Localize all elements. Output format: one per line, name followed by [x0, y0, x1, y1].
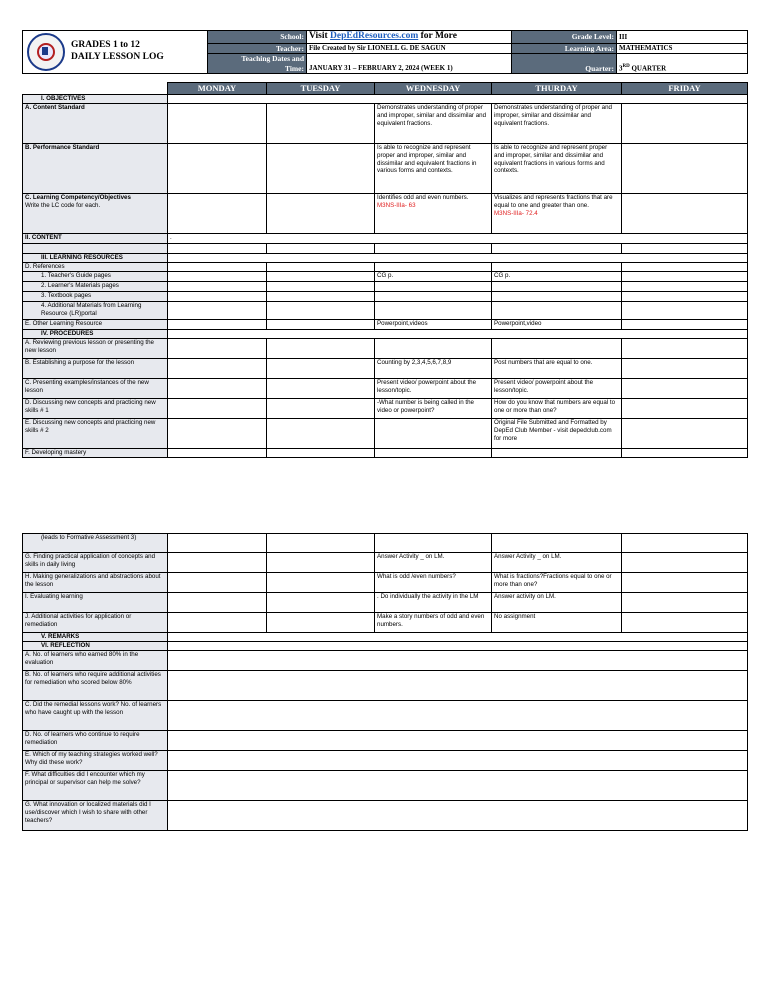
cell-thurday: Answer activity on LM. [492, 593, 622, 613]
cell-wednesday: Present video/ powerpoint about the lesson/topic. [375, 379, 492, 399]
cell-monday [168, 613, 267, 633]
cell-tuesday [267, 320, 375, 330]
merged-cell [168, 701, 748, 731]
cell-thurday [492, 339, 622, 359]
cell-friday [622, 399, 748, 419]
cell-wednesday: CG p. [375, 272, 492, 282]
cell-tuesday [267, 302, 375, 320]
area-label: Learning Area: [512, 43, 617, 53]
cell-monday [168, 449, 267, 458]
row-label: (leads to Formative Assessment 3) [23, 534, 168, 553]
table-row [23, 359, 748, 379]
cell-tuesday [267, 272, 375, 282]
table-row [23, 234, 748, 244]
row-label: A. No. of learners who earned 80% in the evaluation [23, 651, 168, 671]
cell-monday [168, 320, 267, 330]
row-label: C. Presenting examples/instances of the new lesson [23, 379, 168, 399]
day-header-row [23, 83, 748, 95]
cell-friday [622, 613, 748, 633]
lesson-log-page-2 [22, 533, 747, 831]
cell-monday [168, 419, 267, 449]
day-tuesday: TUESDAY [267, 83, 375, 95]
table-row [23, 339, 748, 359]
table-row [23, 144, 748, 194]
row-label: H. Making generalizations and abstractions about the lesson [23, 573, 168, 593]
merged-cell [168, 751, 748, 771]
row-label: C. Learning Competency/Objectives Write the LC code for each. [23, 194, 168, 234]
table-row [23, 671, 748, 701]
cell-monday [168, 399, 267, 419]
cell-friday [622, 339, 748, 359]
cell-friday [622, 144, 748, 194]
quarter-label: Quarter: [512, 54, 617, 74]
cell-friday [622, 320, 748, 330]
cell-wednesday: Demonstrates understanding of proper and improper, similar and dissimilar and equivalent fractions. [375, 104, 492, 144]
cell-tuesday [267, 359, 375, 379]
cell-wednesday [375, 302, 492, 320]
school-link[interactable]: DepEdResources.com [330, 31, 419, 41]
cell-wednesday: -What number is being called in the video or powerpoint? [375, 399, 492, 419]
dates-label: Teaching Dates and Time: [208, 54, 307, 74]
table-row [23, 701, 748, 731]
cell-monday [168, 244, 267, 254]
cell-wednesday: Counting by 2,3,4,5,6,7,8,9 [375, 359, 492, 379]
table-row [23, 553, 748, 573]
cell-thurday [492, 449, 622, 458]
merged-cell [168, 771, 748, 801]
table-row [23, 379, 748, 399]
lc-code: M3NS-IIIa- 72.4 [494, 209, 538, 217]
cell-friday [622, 419, 748, 449]
table-row [23, 633, 748, 642]
cell-thurday [492, 292, 622, 302]
cell-thurday: Post numbers that are equal to one. [492, 359, 622, 379]
cell-monday [168, 339, 267, 359]
cell-thurday: Present video/ powerpoint about the lesson/topic. [492, 379, 622, 399]
row-label: D. References [23, 263, 168, 272]
cell-wednesday [375, 339, 492, 359]
dates-value: JANUARY 31 – FEBRUARY 2, 2024 (WEEK 1) [307, 54, 512, 74]
cell-wednesday: Identifies odd and even numbers. M3NS-IIIa- 63 [375, 194, 492, 234]
merged-cell: . [168, 234, 748, 244]
row-label: 2. Learner's Materials pages [23, 282, 168, 292]
cell-tuesday [267, 419, 375, 449]
cell-wednesday [375, 534, 492, 553]
merged-cell [168, 671, 748, 701]
cell-thurday: Original File Submitted and Formatted by DepEd Club Member - visit depedclub.com for more [492, 419, 622, 449]
cell-monday [168, 272, 267, 282]
row-label: B. No. of learners who require additional activities for remediation who scored below 80% [23, 671, 168, 701]
table-row [23, 771, 748, 801]
table-row [23, 651, 748, 671]
cell-wednesday [375, 244, 492, 254]
cell-tuesday [267, 449, 375, 458]
table-row [23, 801, 748, 831]
title-line-1: GRADES 1 to 12 [71, 40, 140, 51]
row-label: 1. Teacher's Guide pages [23, 272, 168, 282]
row-label: IV. PROCEDURES [23, 330, 168, 339]
cell-wednesday: . Do individually the activity in the LM [375, 593, 492, 613]
cell-tuesday [267, 593, 375, 613]
row-label: I. Evaluating learning [23, 593, 168, 613]
cell-monday [168, 144, 267, 194]
cell-friday [622, 359, 748, 379]
row-label: 4. Additional Materials from Learning Resource (LR)portal [23, 302, 168, 320]
merged-cell [168, 731, 748, 751]
deped-seal-icon [27, 33, 65, 71]
row-label: D. Discussing new concepts and practicing new skills # 1 [23, 399, 168, 419]
table-row [23, 419, 748, 449]
teacher-label: Teacher: [208, 43, 307, 53]
cell-thurday [492, 263, 622, 272]
row-label: II. CONTENT [23, 234, 168, 244]
row-label: F. Developing mastery [23, 449, 168, 458]
cell-wednesday: Powerpoint,videos [375, 320, 492, 330]
cell-tuesday [267, 379, 375, 399]
cell-friday [622, 553, 748, 573]
row-label: E. Discussing new concepts and practicing new skills # 2 [23, 419, 168, 449]
row-label: C. Did the remedial lessons work? No. of learners who have caught up with the lesson [23, 701, 168, 731]
cell-thurday: How do you know that numbers are equal to one or more than one? [492, 399, 622, 419]
area-value: MATHEMATICS [617, 43, 748, 53]
cell-wednesday [375, 449, 492, 458]
cell-friday [622, 263, 748, 272]
row-label: B. Establishing a purpose for the lesson [23, 359, 168, 379]
cell-monday [168, 302, 267, 320]
cell-thurday: Powerpoint,video [492, 320, 622, 330]
teacher-value: File Created by Sir LIONELL G. DE SAGUN [307, 43, 512, 53]
table-row [23, 330, 748, 339]
cell-thurday: CG p. [492, 272, 622, 282]
cell-thurday: What is fractions?Fractions equal to one or more than one? [492, 573, 622, 593]
table-row [23, 534, 748, 553]
cell-friday [622, 534, 748, 553]
row-label-note: Write the LC code for each. [25, 201, 101, 209]
table-row [23, 254, 748, 263]
cell-thurday: No assignment [492, 613, 622, 633]
merged-cell [168, 801, 748, 831]
cell-wednesday: What is odd /even numbers? [375, 573, 492, 593]
table-row [23, 642, 748, 651]
cell-friday [622, 282, 748, 292]
cell-thurday: Is able to recognize and represent proper and improper, similar and dissimilar and equivalent fractions in various forms and contexts. [492, 144, 622, 194]
school-label: School: [208, 31, 307, 44]
cell-tuesday [267, 244, 375, 254]
lesson-grid-part-2 [22, 533, 748, 831]
cell-tuesday [267, 534, 375, 553]
row-label [23, 244, 168, 254]
table-row [23, 263, 748, 272]
cell-friday [622, 272, 748, 282]
cell-tuesday [267, 263, 375, 272]
cell-friday [622, 593, 748, 613]
cell-friday [622, 449, 748, 458]
cell-monday [168, 282, 267, 292]
day-wednesday: WEDNESDAY [375, 83, 492, 95]
cell-tuesday [267, 104, 375, 144]
grade-value: III [617, 31, 748, 44]
grade-label: Grade Level: [512, 31, 617, 44]
cell-friday [622, 292, 748, 302]
lc-code: M3NS-IIIa- 63 [377, 201, 416, 209]
cell-monday [168, 292, 267, 302]
cell-monday [168, 553, 267, 573]
cell-tuesday [267, 339, 375, 359]
table-row [23, 302, 748, 320]
school-value: Visit DepEdResources.com for More [307, 31, 512, 44]
cell-thurday: Demonstrates understanding of proper and improper, similar and dissimilar and equivalent fractions. [492, 104, 622, 144]
lesson-grid-part-1 [22, 82, 748, 458]
cell-monday [168, 104, 267, 144]
cell-friday [622, 379, 748, 399]
cell-thurday: Visualizes and represents fractions that are equal to one and greater than one. M3NS-IIIa- 72.4 [492, 194, 622, 234]
cell-tuesday [267, 573, 375, 593]
cell-monday [168, 359, 267, 379]
row-label: V. REMARKS [23, 633, 168, 642]
row-label: I. OBJECTIVES [23, 95, 168, 104]
row-label: D. No. of learners who continue to require remediation [23, 731, 168, 751]
row-label: 3. Textbook pages [23, 292, 168, 302]
table-row [23, 449, 748, 458]
cell-friday [622, 302, 748, 320]
row-label: A. Reviewing previous lesson or presenting the new lesson [23, 339, 168, 359]
cell-wednesday [375, 263, 492, 272]
table-row [23, 593, 748, 613]
cell-thurday: Answer Activity _ on LM. [492, 553, 622, 573]
cell-monday [168, 534, 267, 553]
cell-friday [622, 573, 748, 593]
table-row [23, 573, 748, 593]
cell-tuesday [267, 282, 375, 292]
cell-tuesday [267, 613, 375, 633]
cell-friday [622, 104, 748, 144]
cell-tuesday [267, 194, 375, 234]
row-label: III. LEARNING RESOURCES [23, 254, 168, 263]
row-label: A. Content Standard [23, 104, 168, 144]
row-label: E. Other Learning Resource [23, 320, 168, 330]
cell-monday [168, 573, 267, 593]
table-row [23, 282, 748, 292]
day-monday: MONDAY [168, 83, 267, 95]
cell-thurday [492, 282, 622, 292]
row-label: J. Additional activities for application or remediation [23, 613, 168, 633]
cell-wednesday: Is able to recognize and represent proper and improper, similar and dissimilar and equivalent fractions in various forms and contexts. [375, 144, 492, 194]
header-table [22, 30, 748, 74]
quarter-value: 3RD QUARTER [617, 54, 748, 74]
table-row [23, 95, 748, 104]
table-row [23, 244, 748, 254]
table-row [23, 194, 748, 234]
table-row [23, 613, 748, 633]
cell-thurday [492, 302, 622, 320]
cell-thurday [492, 534, 622, 553]
table-row [23, 292, 748, 302]
cell-wednesday: Answer Activity _ on LM. [375, 553, 492, 573]
row-label: B. Performance Standard [23, 144, 168, 194]
cell-tuesday [267, 292, 375, 302]
day-thursday: THURDAY [492, 83, 622, 95]
merged-cell [168, 651, 748, 671]
row-label: G. Finding practical application of concepts and skills in daily living [23, 553, 168, 573]
lesson-log-page-1 [22, 30, 747, 458]
cell-thurday [492, 244, 622, 254]
table-row [23, 272, 748, 282]
table-row [23, 104, 748, 144]
table-row [23, 751, 748, 771]
cell-wednesday: Make a story numbers of odd and even numbers. [375, 613, 492, 633]
title-line-2: DAILY LESSON LOG [71, 52, 164, 62]
table-row [23, 399, 748, 419]
cell-wednesday [375, 419, 492, 449]
row-label: VI. REFLECTION [23, 642, 168, 651]
cell-tuesday [267, 399, 375, 419]
title-block [23, 31, 208, 74]
table-row [23, 731, 748, 751]
row-label: E. Which of my teaching strategies worked well? Why did these work? [23, 751, 168, 771]
cell-monday [168, 263, 267, 272]
cell-monday [168, 593, 267, 613]
row-label: G. What innovation or localized materials did I use/discover which I wish to share with other teachers? [23, 801, 168, 831]
cell-tuesday [267, 553, 375, 573]
cell-monday [168, 194, 267, 234]
cell-wednesday [375, 292, 492, 302]
row-label: F. What difficulties did I encounter which my principal or supervisor can help me solve? [23, 771, 168, 801]
table-row [23, 320, 748, 330]
cell-friday [622, 244, 748, 254]
day-friday: FRIDAY [622, 83, 748, 95]
cell-wednesday [375, 282, 492, 292]
cell-monday [168, 379, 267, 399]
cell-friday [622, 194, 748, 234]
cell-tuesday [267, 144, 375, 194]
